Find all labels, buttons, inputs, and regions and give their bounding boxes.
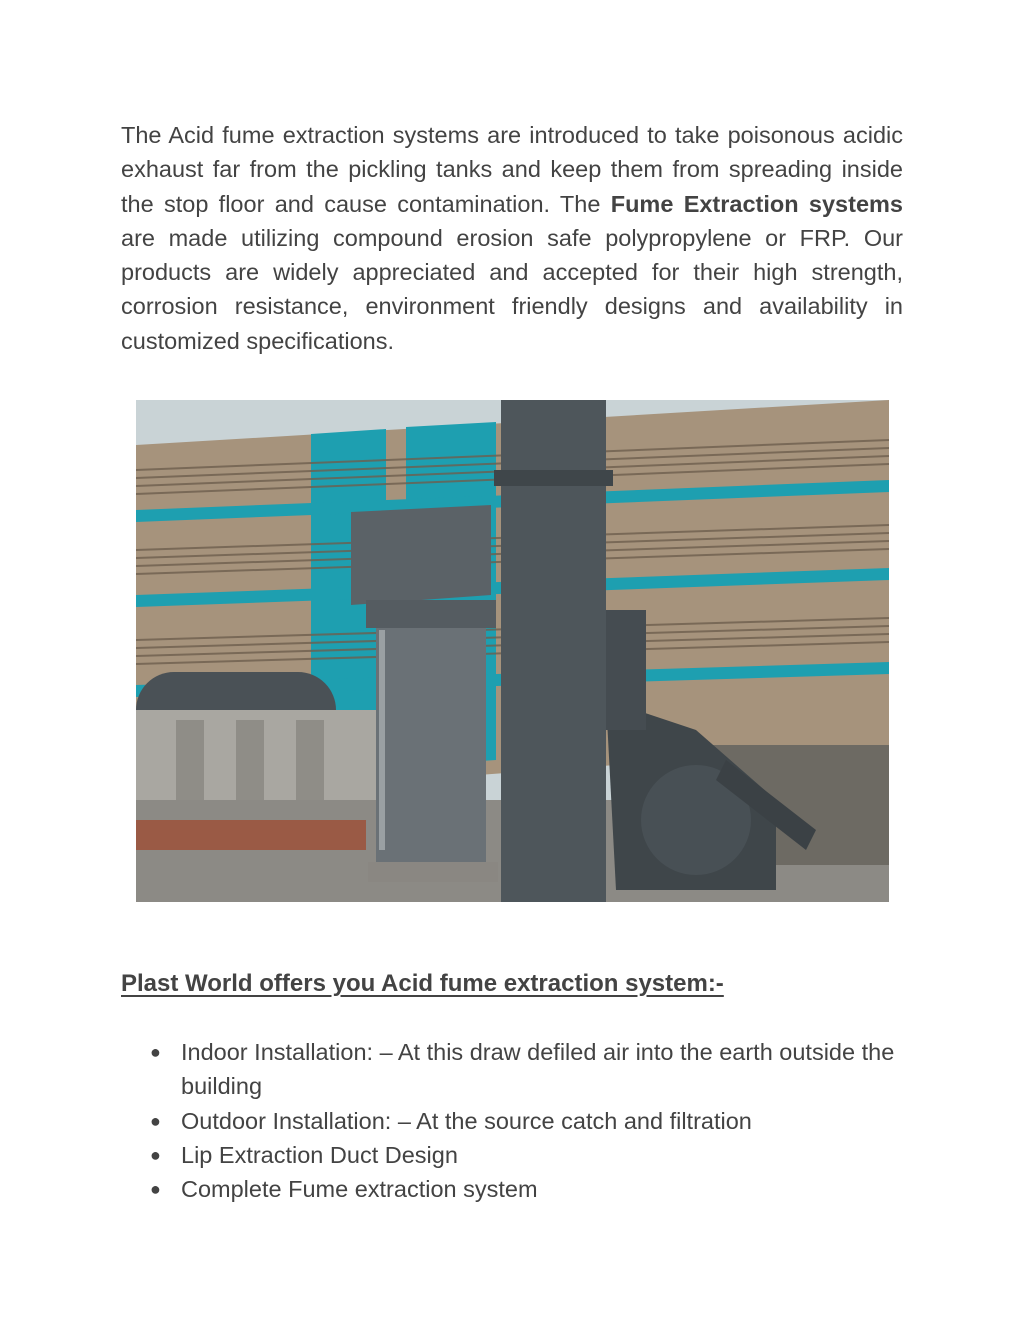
intro-paragraph <box>121 118 903 358</box>
feature-list <box>150 1035 910 1206</box>
intro-text-end: are made utilizing compound erosion safe polypropylene or FRP. Our products are widely appreciated and accepted for their high strength, corrosion resistance, environment friendly designs and availability in customized specifications. <box>121 224 903 354</box>
fume-extraction-photo <box>136 400 889 902</box>
bullet-icon: ● <box>150 1110 161 1131</box>
intro-bold-term: Fume Extraction systems <box>610 190 903 217</box>
list-item <box>150 1138 910 1172</box>
bullet-icon: ● <box>150 1144 161 1165</box>
section-heading: Plast World offers you Acid fume extraction system:- <box>121 970 724 997</box>
list-item-text: Outdoor Installation: – At the source catch and filtration <box>181 1107 752 1134</box>
list-item-text: Lip Extraction Duct Design <box>181 1141 458 1168</box>
list-item <box>150 1104 910 1138</box>
list-item <box>150 1172 910 1206</box>
list-item-text: Indoor Installation: – At this draw defiled air into the earth outside the building <box>181 1039 895 1100</box>
intro-text-start: The Acid fume extraction systems are introduced to take poisonous acidic exhaust far from the pickling tanks and keep them from spreading inside the stop floor and cause contamination. The <box>121 122 903 217</box>
list-item-text: Complete Fume extraction system <box>181 1176 538 1203</box>
list-item <box>150 1035 910 1104</box>
bullet-icon: ● <box>150 1179 161 1200</box>
bullet-icon: ● <box>150 1042 161 1062</box>
